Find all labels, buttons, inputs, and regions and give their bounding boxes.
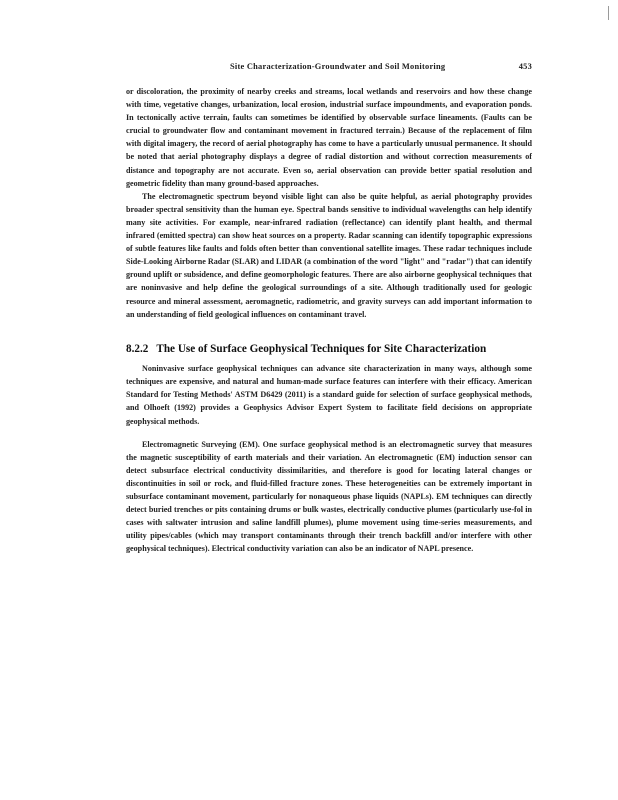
page-number: 453 [518,62,532,71]
running-head [120,62,532,76]
running-head-title: Site Characterization-Groundwater and Soil Monitoring [230,62,446,71]
paragraph-electromagnetic-surveying: Electromagnetic Surveying (EM). One surface geophysical method is an electromagnetic survey that measures the magnetic susceptibility of earth materials and their variation. An electromagnetic (EM) induction sensor can detect subsurface electrical conductivity dissimilarities, and therefore is good for locating lateral changes or discontinuities in soil or rock, and fluid-filled fracture zones. These heterogeneities can be extremely important in subsurface contaminant movement, particularly for nonaqueous phase liquids (NAPLs). EM techniques can directly detect buried trenches or pits containing drums or bulk wastes, electrically conductive plumes (particularly use-fol in cases with saltwater intrusion and saline landfill plumes), plume movement using time-series measurements, and utility pipes/cables (which may transport contaminants through their trench backfill and/or interfere with other geophysical techniques). Electrical conductivity variation can also be an indicator of NAPL presence. [126,439,532,554]
section-heading [126,342,532,357]
section-title: The Use of Surface Geophysical Techniques for Site Characterization [156,342,487,355]
main-text [126,85,532,556]
paragraph-spectral-remote-sensing: The electromagnetic spectrum beyond visible light can also be quite helpful, as aerial photography provides broader spectral sensitivity than the human eye. Spectral bands sensitive to individual wavelengths can help identify many site activities. For example, near-infrared radiation (reflectance) can identify plant health, and thermal infrared (emitted spectra) can show heat sources on a property. Radar scanning can identify topographic expressions of subtle features like faults and folds often better than conventional satellite images. These radar techniques include Side-Looking Airborne Radar (SLAR) and LIDAR (a combination of the word "light" and "radar") that can identify ground uplift or subsidence, and define geomorphologic features. There are also airborne geophysical techniques that are noninvasive and help define the geological surroundings of a site. Although traditionally used for geologic resource and mineral assessment, aeromagnetic, radiometric, and gravity surveys can add important information to an understanding of field geological influences on contaminant travel. [126,191,532,319]
paragraph-aerial-photography: or discoloration, the proximity of nearby creeks and streams, local wetlands and reservoirs and how these change with time, vegetative changes, urbanization, local erosion, industrial surface impoundments, and evaporation ponds. In tectonically active terrain, faults can sometimes be identified by observable surface lineaments. (Faults can be crucial to groundwater flow and contaminant movement in fractured terrain.) Because of the replacement of film with digital imagery, the record of aerial photography has come to have a particularly unusual permanence. It should be noted that aerial photography displays a degree of radial distortion and without correction measurements of distance and topography are not accurate. Even so, aerial observation can provide better spatial resolution and geometric fidelity than many ground-based approaches. [126,87,532,188]
paragraph-geophysical-techniques: Noninvasive surface geophysical techniques can advance site characterization in many ways, although some techniques are expensive, and natural and human-made surface features can interfere with their efficacy. American Standard for Testing Methods' ASTM D6429 (2011) is a standard guide for selection of surface geophysical methods, and Olhoeft (1992) provides a Geophysics Advisor Expert System to facilitate field decisions on appropriate geophysical methods. [126,364,532,426]
page-edge-mark [608,6,609,20]
section-number: 8.2.2 [126,342,149,355]
